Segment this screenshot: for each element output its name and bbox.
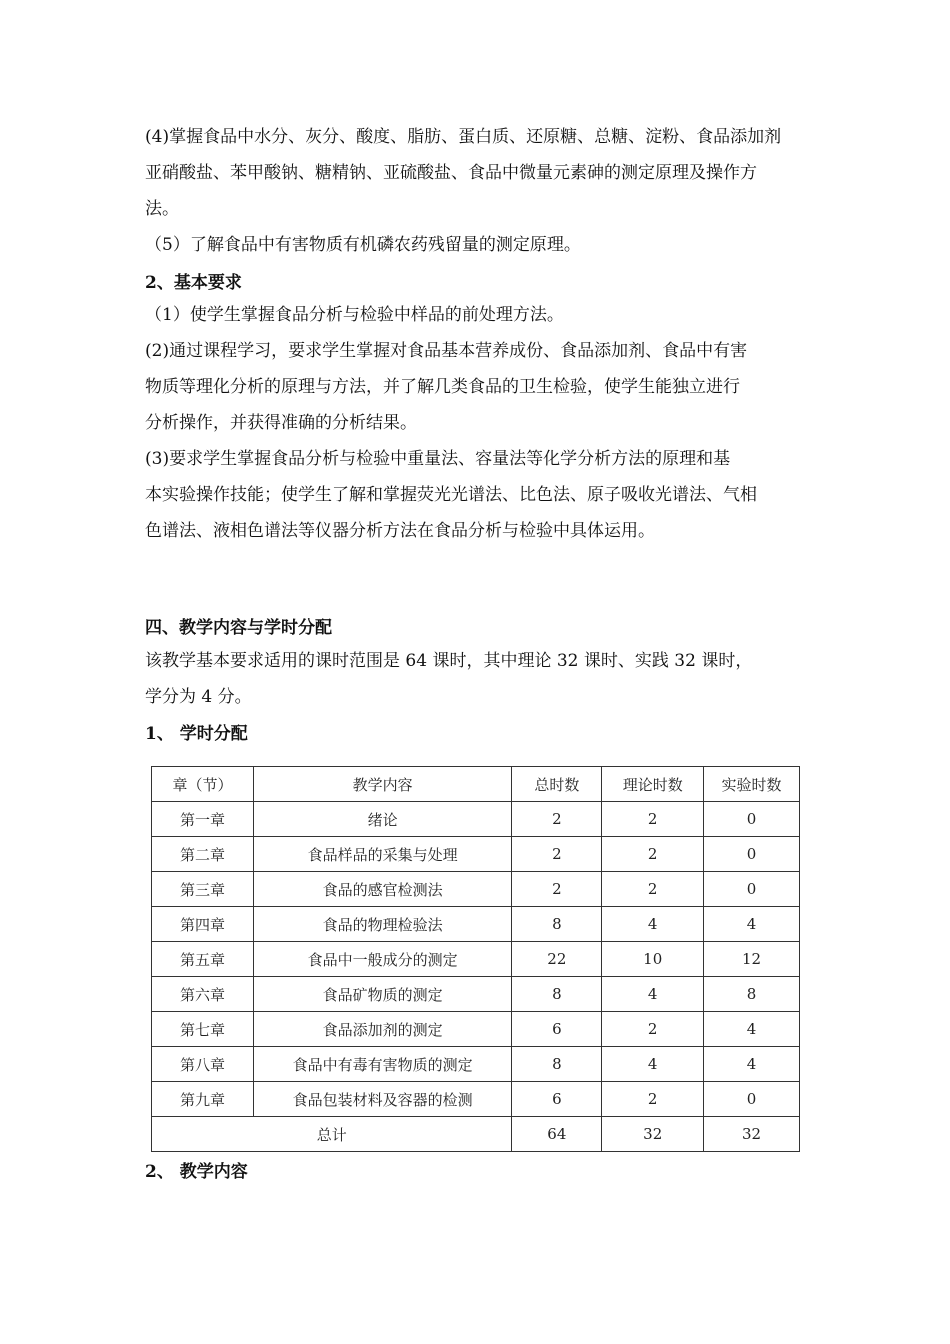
cell-content: 绪论 [253,802,512,837]
cell-chapter: 第一章 [152,802,254,837]
text-line: 物质等理化分析的原理与方法，并了解几类食品的卫生检验，使学生能独立进行 [145,377,740,397]
table-row [152,942,800,977]
table-row [152,1012,800,1047]
cell-lab: 4 [704,1012,800,1047]
cell-theory: 2 [602,872,704,907]
cell-theory: 10 [602,942,704,977]
text-line: 该教学基本要求适用的课时范围是 64 课时，其中理论 32 课时、实践 32 课时， [145,651,753,671]
text-line: 学分为 4 分。 [145,687,252,707]
cell-content: 食品中一般成分的测定 [253,942,512,977]
requirement-1 [145,297,815,333]
text-line: 本实验操作技能；使学生了解和掌握荧光光谱法、比色法、原子吸收光谱法、气相 [145,485,757,505]
cell-total: 6 [512,1012,602,1047]
cell-lab: 0 [704,802,800,837]
cell-chapter: 第五章 [152,942,254,977]
cell-theory: 4 [602,907,704,942]
cell-chapter: 第四章 [152,907,254,942]
table-total-row [152,1117,800,1152]
table-row [152,872,800,907]
text-line: 法。 [145,199,179,219]
requirement-2 [145,333,815,441]
text-line: 色谱法、液相色谱法等仪器分析方法在食品分析与检验中具体运用。 [145,521,655,541]
table-row [152,1047,800,1082]
cell-content: 食品样品的采集与处理 [253,837,512,872]
cell-lab: 8 [704,977,800,1012]
cell-chapter: 第二章 [152,837,254,872]
cell-lab: 4 [704,907,800,942]
text-line: (3)要求学生掌握食品分析与检验中重量法、容量法等化学分析方法的原理和基 [145,449,731,469]
cell-content: 食品矿物质的测定 [253,977,512,1012]
text-line: 分析操作，并获得准确的分析结果。 [145,413,417,433]
cell-lab: 0 [704,837,800,872]
table-row [152,837,800,872]
cell-lab: 0 [704,1082,800,1117]
text-line: （1）使学生掌握食品分析与检验中样品的前处理方法。 [145,305,564,325]
header-lab-hours: 实验时数 [704,767,800,802]
section-4-intro [145,643,815,715]
teaching-content-heading: 2、 教学内容 [145,1162,248,1182]
cell-theory: 4 [602,977,704,1012]
cell-lab: 0 [704,872,800,907]
header-content: 教学内容 [253,767,512,802]
total-theory: 32 [602,1117,704,1152]
cell-theory: 2 [602,837,704,872]
cell-content: 食品包装材料及容器的检测 [253,1082,512,1117]
table-row [152,907,800,942]
table-row [152,977,800,1012]
cell-chapter: 第九章 [152,1082,254,1117]
cell-content: 食品的感官检测法 [253,872,512,907]
header-total-hours: 总时数 [512,767,602,802]
cell-total: 8 [512,1047,602,1082]
cell-total: 2 [512,802,602,837]
cell-chapter: 第六章 [152,977,254,1012]
cell-total: 2 [512,837,602,872]
cell-total: 8 [512,907,602,942]
cell-total: 2 [512,872,602,907]
table-row [152,1082,800,1117]
hours-allocation-table [151,766,800,1152]
cell-theory: 2 [602,802,704,837]
total-hours: 64 [512,1117,602,1152]
text-line: (2)通过课程学习，要求学生掌握对食品基本营养成份、食品添加剂、食品中有害 [145,341,748,361]
objective-4 [145,119,815,227]
cell-content: 食品添加剂的测定 [253,1012,512,1047]
cell-lab: 4 [704,1047,800,1082]
cell-total: 22 [512,942,602,977]
text-line: （5）了解食品中有害物质有机磷农药残留量的测定原理。 [145,235,581,255]
header-theory-hours: 理论时数 [602,767,704,802]
requirement-3 [145,441,815,549]
cell-lab: 12 [704,942,800,977]
cell-theory: 2 [602,1012,704,1047]
section-4-heading: 四、教学内容与学时分配 [145,618,332,638]
cell-total: 8 [512,977,602,1012]
table-header-row [152,767,800,802]
basic-requirements-heading: 2、基本要求 [145,273,242,293]
cell-content: 食品中有毒有害物质的测定 [253,1047,512,1082]
total-label: 总计 [152,1117,512,1152]
cell-theory: 4 [602,1047,704,1082]
total-lab: 32 [704,1117,800,1152]
table-row [152,802,800,837]
header-chapter: 章（节） [152,767,254,802]
cell-total: 6 [512,1082,602,1117]
cell-chapter: 第三章 [152,872,254,907]
cell-chapter: 第八章 [152,1047,254,1082]
objective-5 [145,227,815,263]
hours-allocation-heading: 1、 学时分配 [145,724,248,744]
text-line: 亚硝酸盐、苯甲酸钠、糖精钠、亚硫酸盐、食品中微量元素砷的测定原理及操作方 [145,163,757,183]
cell-theory: 2 [602,1082,704,1117]
cell-content: 食品的物理检验法 [253,907,512,942]
cell-chapter: 第七章 [152,1012,254,1047]
text-line: (4)掌握食品中水分、灰分、酸度、脂肪、蛋白质、还原糖、总糖、淀粉、食品添加剂 [145,127,782,147]
